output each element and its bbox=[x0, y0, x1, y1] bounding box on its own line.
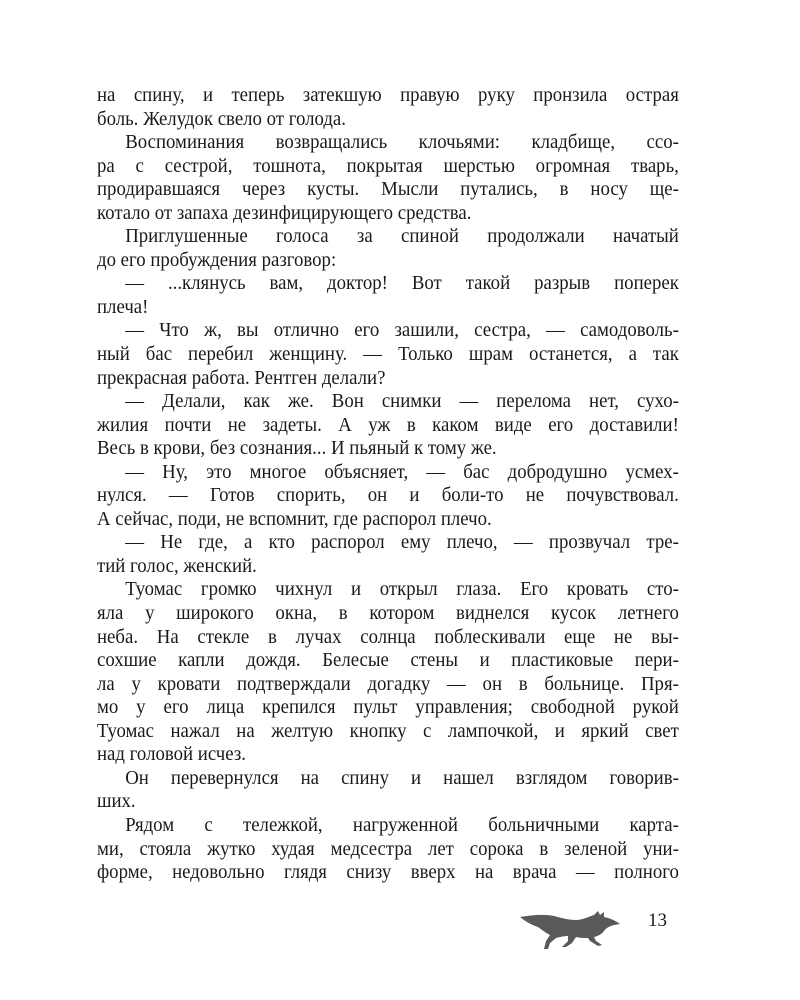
text-line: ми, стояла жутко худая медсестра лет сорока в зеленой уни- bbox=[97, 837, 679, 860]
text-line: Воспоминания возвращались клочьями: кладбище, ссо- bbox=[125, 131, 679, 154]
text-line: Туомас громко чихнул и открыл глаза. Его кровать сто- bbox=[125, 578, 679, 601]
text-line: — Не где, а кто распорол ему плечо, — прозвучал тре- bbox=[125, 531, 679, 554]
text-line: форме, недовольно глядя снизу вверх на врача — полного bbox=[97, 861, 679, 884]
text-line: боль. Желудок свело от голода. bbox=[97, 107, 346, 130]
text-line: жилия почти не задеты. А уж в каком виде его доставили! bbox=[97, 413, 679, 436]
text-line: Весь в крови, без сознания... И пьяный к тому же. bbox=[97, 437, 497, 460]
text-line: ших. bbox=[97, 790, 136, 813]
text-line: Рядом с тележкой, нагруженной больничными карта- bbox=[125, 813, 679, 836]
text-line: Приглушенные голоса за спиной продолжали начатый bbox=[125, 225, 679, 248]
text-line: до его пробуждения разговор: bbox=[97, 248, 337, 271]
text-line: тий голос, женский. bbox=[97, 554, 257, 577]
text-line: ра с сестрой, тошнота, покрытая шерстью огромная тварь, bbox=[97, 154, 679, 177]
text-line: мо у его лица крепился пульт управления; свободной рукой bbox=[97, 696, 679, 719]
text-line: над головой исчез. bbox=[97, 743, 246, 766]
text-line: неба. На стекле в лучах солнца поблескивали еще не вы- bbox=[97, 625, 679, 648]
text-line: Он перевернулся на спину и нашел взглядом говорив- bbox=[125, 766, 679, 789]
text-line: — Делали, как же. Вон снимки — перелома нет, сухо- bbox=[125, 390, 679, 413]
running-wolf-icon bbox=[518, 903, 622, 951]
text-line: прекрасная работа. Рентген делали? bbox=[97, 366, 386, 389]
text-line: сохшие капли дождя. Белесые стены и пластиковые пери- bbox=[97, 649, 679, 672]
text-line: яла у широкого окна, в котором виднелся кусок летнего bbox=[97, 602, 679, 625]
text-line: — Что ж, вы отлично его зашили, сестра, — самодоволь- bbox=[125, 319, 679, 342]
text-line: нулся. — Готов спорить, он и боли-то не почувствовал. bbox=[97, 484, 679, 507]
page-number: 13 bbox=[648, 910, 667, 931]
text-line: на спину, и теперь затекшую правую руку пронзила острая bbox=[97, 84, 679, 106]
text-line: — Ну, это многое объясняет, — бас добродушно усмех- bbox=[125, 460, 679, 483]
text-line: плеча! bbox=[97, 295, 149, 318]
text-line: — ...клянусь вам, доктор! Вот такой разрыв поперек bbox=[125, 272, 679, 295]
text-line: продиравшаяся через кусты. Мысли путались, в носу ще- bbox=[97, 178, 679, 201]
text-line: А сейчас, поди, не вспомнит, где распорол плечо. bbox=[97, 507, 492, 530]
text-line: Туомас нажал на желтую кнопку с лампочкой, и яркий свет bbox=[97, 719, 679, 742]
text-line: ла у кровати подтверждали догадку — он в больнице. Пря- bbox=[97, 672, 679, 695]
text-line: котало от запаха дезинфицирующего средства. bbox=[97, 201, 472, 224]
text-line: ный бас перебил женщину. — Только шрам останется, а так bbox=[97, 343, 679, 366]
body-text bbox=[97, 84, 679, 885]
